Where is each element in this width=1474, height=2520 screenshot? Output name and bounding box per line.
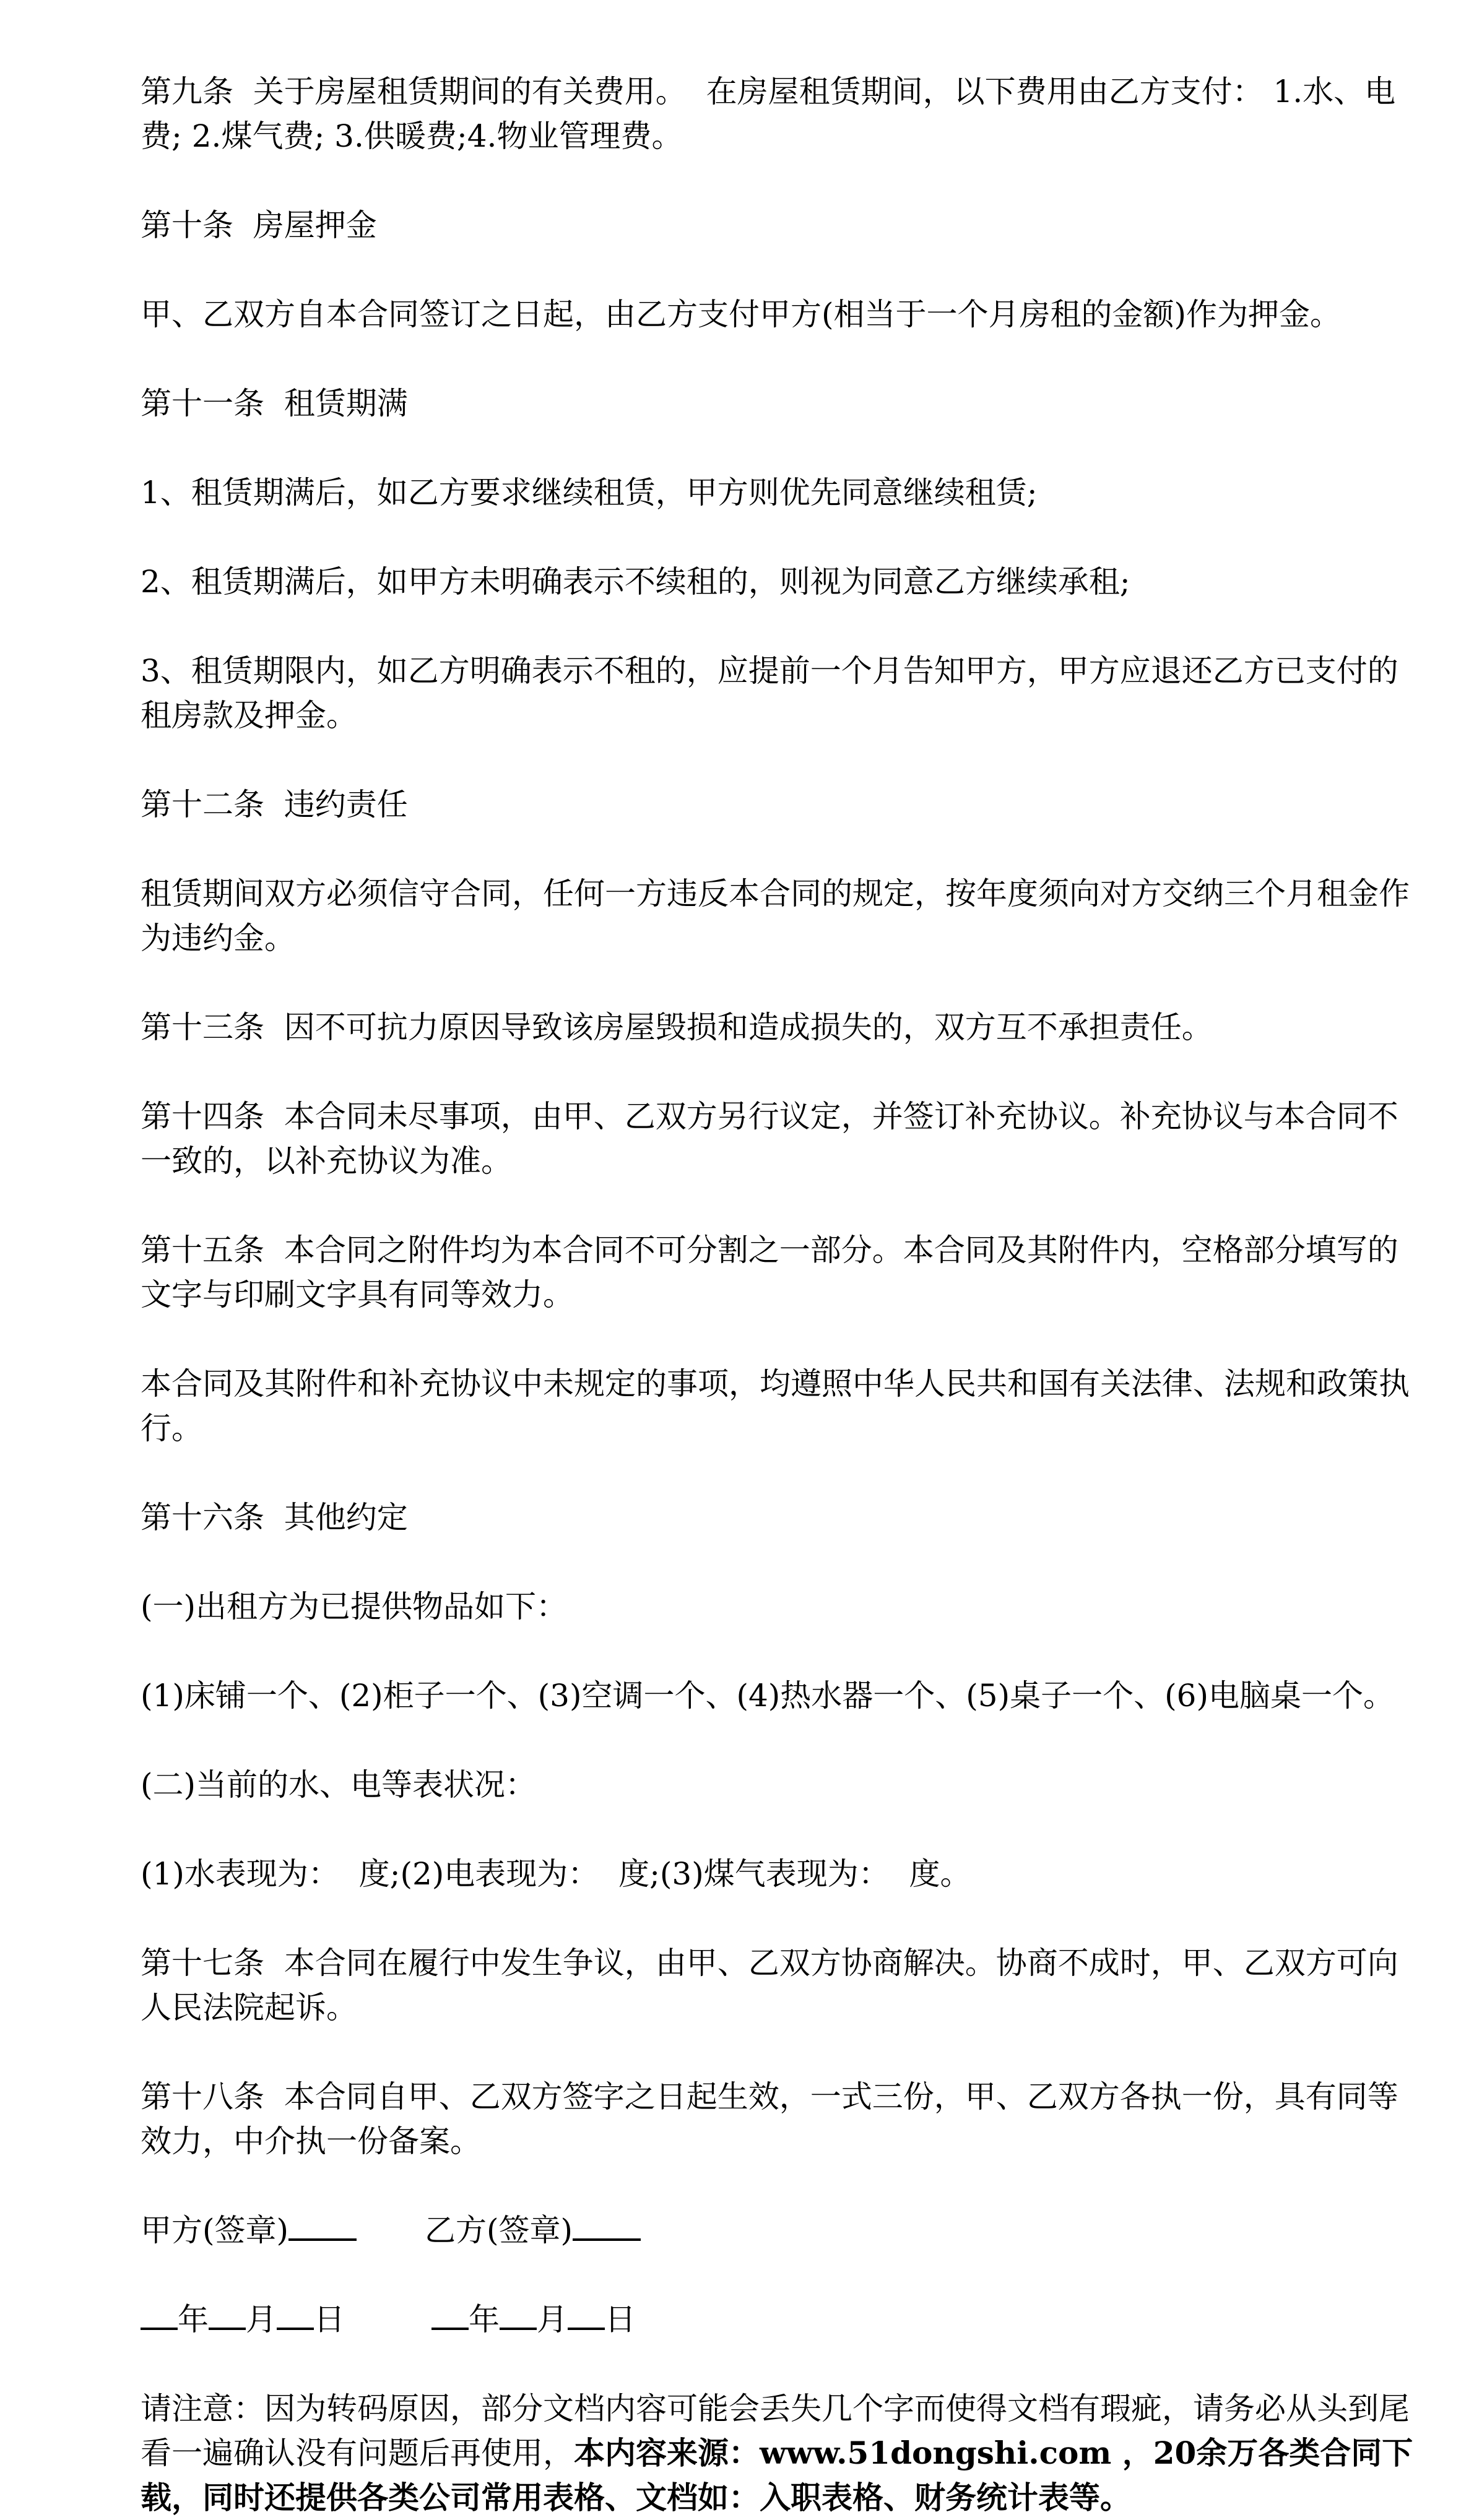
article-15: 第十五条 本合同之附件均为本合同不可分割之一部分。本合同及其附件内，空格部分填写的文字与印刷文字具有同等效力。 (141, 1232, 1398, 1313)
date-a-month-label: 月 (246, 2302, 277, 2337)
date-b-month-blank (500, 2299, 537, 2330)
article-11-item-1: 1、租赁期满后，如乙方要求继续租赁，甲方则优先同意继续租赁; (141, 475, 1038, 511)
article-11-item-3: 3、租赁期限内，如乙方明确表示不租的，应提前一个月告知甲方，甲方应退还乙方已支付的租房款及押金。 (141, 653, 1398, 733)
article-17: 第十七条 本合同在履行中发生争议，由甲、乙双方协商解决。协商不成时，甲、乙双方可向人民法院起诉。 (141, 1945, 1398, 2026)
article-15-supplement: 本合同及其附件和补充协议中未规定的事项，均遵照中华人民共和国有关法律、法规和政策执行。 (141, 1366, 1410, 1446)
article-9: 第九条 关于房屋租赁期间的有关费用。 在房屋租赁期间，以下费用由乙方支付： 1.水、电费; 2.煤气费; 3.供暖费;4.物业管理费。 (141, 74, 1396, 154)
party-a-signature-label: 甲方(签章) (141, 2212, 289, 2248)
article-12-body: 租赁期间双方必须信守合同，任何一方违反本合同的规定，按年度须向对方交纳三个月租金作为违约金。 (141, 876, 1410, 956)
party-b-signature-blank (573, 2210, 641, 2241)
date-a-day-blank (277, 2299, 314, 2330)
transcoding-notice (141, 2386, 1416, 2520)
date-a-year-label: 年 (178, 2302, 209, 2337)
article-14: 第十四条 本合同未尽事项，由甲、乙双方另行议定，并签订补充协议。补充协议与本合同不一致的，以补充协议为准。 (141, 1098, 1398, 1179)
party-a-signature-blank (288, 2210, 357, 2241)
signature-line (141, 2208, 1416, 2253)
article-16-meters: (1)水表现为： 度;(2)电表现为： 度;(3)煤气表现为： 度。 (141, 1856, 971, 1892)
article-16-section-2: (二)当前的水、电等表状况： (141, 1767, 537, 1803)
date-b-year-blank (431, 2299, 469, 2330)
article-13: 第十三条 因不可抗力原因导致该房屋毁损和造成损失的，双方互不承担责任。 (141, 1009, 1213, 1045)
article-11-item-2: 2、租赁期满后，如甲方未明确表示不续租的，则视为同意乙方继续承租; (141, 564, 1130, 600)
notice-text: 请注意：因为转码原因，部分文档内容可能会丢失几个字而使得文档有瑕疵，请务必从头到尾看一遍确认没有问题后再使用， (141, 2391, 1410, 2471)
date-b-month-label: 月 (537, 2302, 568, 2337)
article-18: 第十八条 本合同自甲、乙双方签字之日起生效，一式三份，甲、乙双方各执一份，具有同等效力，中介执一份备案。 (141, 2079, 1398, 2159)
date-b-day-label: 日 (605, 2302, 636, 2337)
notice-source: 本内容来源：www.51dongshi.com ，20余万各类合同下载，同时还提供各类公司常用表格、文档如：入职表格、财务统计表等。 (141, 2435, 1413, 2516)
article-10-heading: 第十条 房屋押金 (141, 207, 377, 243)
article-16-heading: 第十六条 其他约定 (141, 1499, 408, 1535)
date-a-day-label: 日 (314, 2302, 345, 2337)
article-16-items: (1)床铺一个、(2)柜子一个、(3)空调一个、(4)热水器一个、(5)桌子一个、(6)电脑桌一个。 (141, 1678, 1394, 1714)
date-b-day-blank (568, 2299, 605, 2330)
article-12-heading: 第十二条 违约责任 (141, 787, 408, 822)
date-line (141, 2297, 1416, 2342)
contract-page (141, 69, 1416, 2520)
party-b-signature-label: 乙方(签章) (425, 2212, 573, 2248)
date-b-year-label: 年 (469, 2302, 500, 2337)
date-a-year-blank (141, 2299, 178, 2330)
date-a-month-blank (209, 2299, 246, 2330)
article-11-heading: 第十一条 租赁期满 (141, 386, 408, 421)
article-16-section-1: (一)出租方为已提供物品如下： (141, 1589, 568, 1625)
article-10-body: 甲、乙双方自本合同签订之日起，由乙方支付甲方(相当于一个月房租的金额)作为押金。 (141, 296, 1342, 332)
